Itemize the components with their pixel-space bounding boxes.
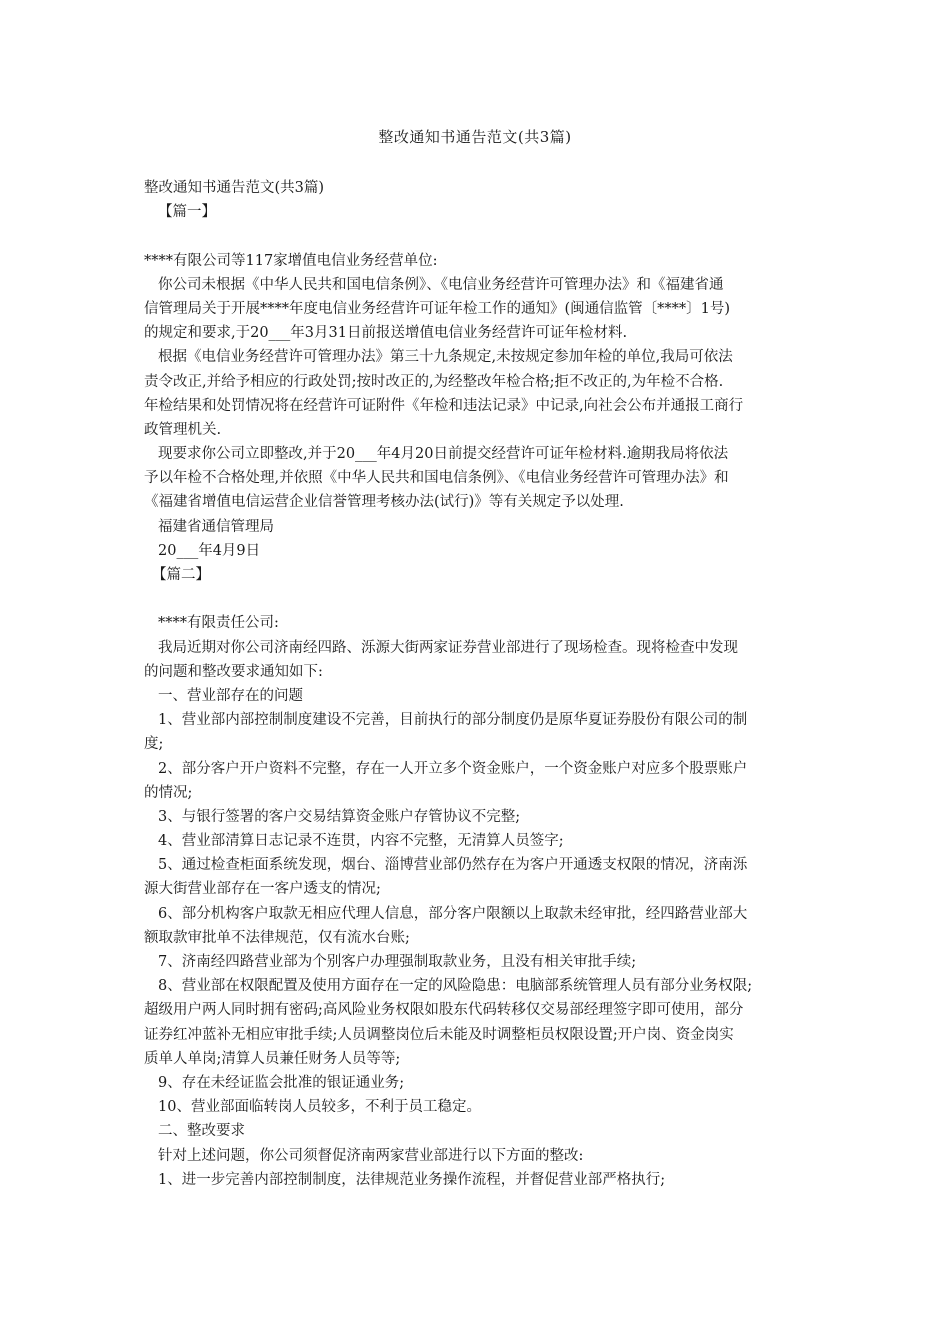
text-line: 2、部分客户开户资料不完整，存在一人开立多个资金账户，一个资金账户对应多个股票账户 (158, 760, 748, 777)
text-line: 的规定和要求,于20___年3月31日前报送增值电信业务经营许可证年检材料. (144, 325, 628, 342)
blank-line (144, 224, 824, 248)
text-line: 的情况; (144, 784, 193, 801)
text-line: 超级用户两人同时拥有密码;高风险业务权限如股东代码转移仅交易部经理签字即可使用，部分 (144, 1002, 744, 1019)
text-line: 的问题和整改要求通知如下: (144, 663, 323, 680)
text-line: 4、营业部清算日志记录不连贯，内容不完整，无清算人员签字; (158, 833, 564, 850)
text-line: 二、整改要求 (158, 1123, 245, 1140)
text-line: 1、营业部内部控制制度建设不完善，目前执行的部分制度仍是原华夏证券股份有限公司的制 (158, 712, 748, 729)
document-title: 整改通知书通告范文(共3篇) (378, 128, 572, 146)
text-line: 3、与银行签署的客户交易结算资金账户存管协议不完整; (158, 808, 521, 825)
text-line: 【篇二】 (152, 567, 210, 583)
text-line: 度; (144, 736, 164, 753)
text-line: ****有限公司等117家增值电信业务经营单位: (144, 252, 438, 269)
text-line: 我局近期对你公司济南经四路、泺源大街两家证券营业部进行了现场检查。现将检查中发现 (158, 639, 738, 656)
text-line: 福建省通信管理局 (158, 518, 274, 535)
text-line: 你公司未根据《中华人民共和国电信条例》、《电信业务经营许可管理办法》和《福建省通 (158, 276, 724, 293)
text-line: 8、营业部在权限配置及使用方面存在一定的风险隐患：电脑部系统管理人员有部分业务权限; (158, 978, 753, 995)
text-line: 9、存在未经证监会批准的银证通业务; (158, 1074, 405, 1091)
text-line: 7、济南经四路营业部为个别客户办理强制取款业务，且没有相关审批手续; (158, 954, 637, 970)
text-line: ****有限责任公司: (158, 615, 279, 632)
blank-line (144, 587, 824, 611)
text-line: 年检结果和处罚情况将在经营许可证附件《年检和违法记录》中记录,向社会公布并通报工商行 (144, 397, 744, 414)
text-line: 6、部分机构客户取款无相应代理人信息，部分客户限额以上取款未经审批，经四路营业部大 (158, 905, 748, 922)
text-line: 现要求你公司立即整改,并于20___年4月20日前提交经营许可证年检材料.逾期我局将依法 (158, 446, 729, 463)
text-line: 责令改正,并给予相应的行政处罚;按时改正的,为经整改年检合格;拒不改正的,为年检不合格. (144, 373, 724, 390)
text-line: 源大街营业部存在一客户透支的情况; (144, 881, 381, 898)
text-line: 证券红冲蓝补无相应审批手续;人员调整岗位后未能及时调整柜员权限设置;开户岗、资金岗实 (144, 1026, 734, 1043)
text-line: 20___年4月9日 (158, 542, 261, 559)
text-line: 10、营业部面临转岗人员较多，不利于员工稳定。 (158, 1099, 481, 1116)
text-line: 政管理机关. (144, 421, 222, 438)
text-line: 1、进一步完善内部控制制度，法律规范业务操作流程，并督促营业部严格执行; (158, 1171, 666, 1188)
text-line: 【篇一】 (158, 204, 216, 221)
text-line: 5、通过检查柜面系统发现，烟台、淄博营业部仍然存在为客户开通透支权限的情况，济南泺 (158, 857, 748, 874)
text-line: 一、营业部存在的问题 (158, 687, 303, 704)
text-line: 根据《电信业务经营许可管理办法》第三十九条规定,未按规定参加年检的单位,我局可依法 (158, 349, 733, 366)
text-line: 额取款审批单不法律规范，仅有流水台账; (144, 929, 410, 946)
text-line: 针对上述问题，你公司须督促济南两家营业部进行以下方面的整改: (158, 1147, 584, 1164)
text-line: 《福建省增值电信运营企业信誉管理考核办法(试行)》等有关规定予以处理. (144, 494, 624, 511)
document-body (144, 176, 824, 1192)
text-line: 予以年检不合格处理,并依照《中华人民共和国电信条例》、《电信业务经营许可管理办法》和 (144, 470, 729, 487)
text-line: 质单人单岗;清算人员兼任财务人员等等; (144, 1050, 401, 1067)
text-line: 整改通知书通告范文(共3篇) (144, 180, 325, 196)
text-line: 信管理局关于开展****年度电信业务经营许可证年检工作的通知》(闽通信监管〔****〕1号) (144, 300, 731, 317)
